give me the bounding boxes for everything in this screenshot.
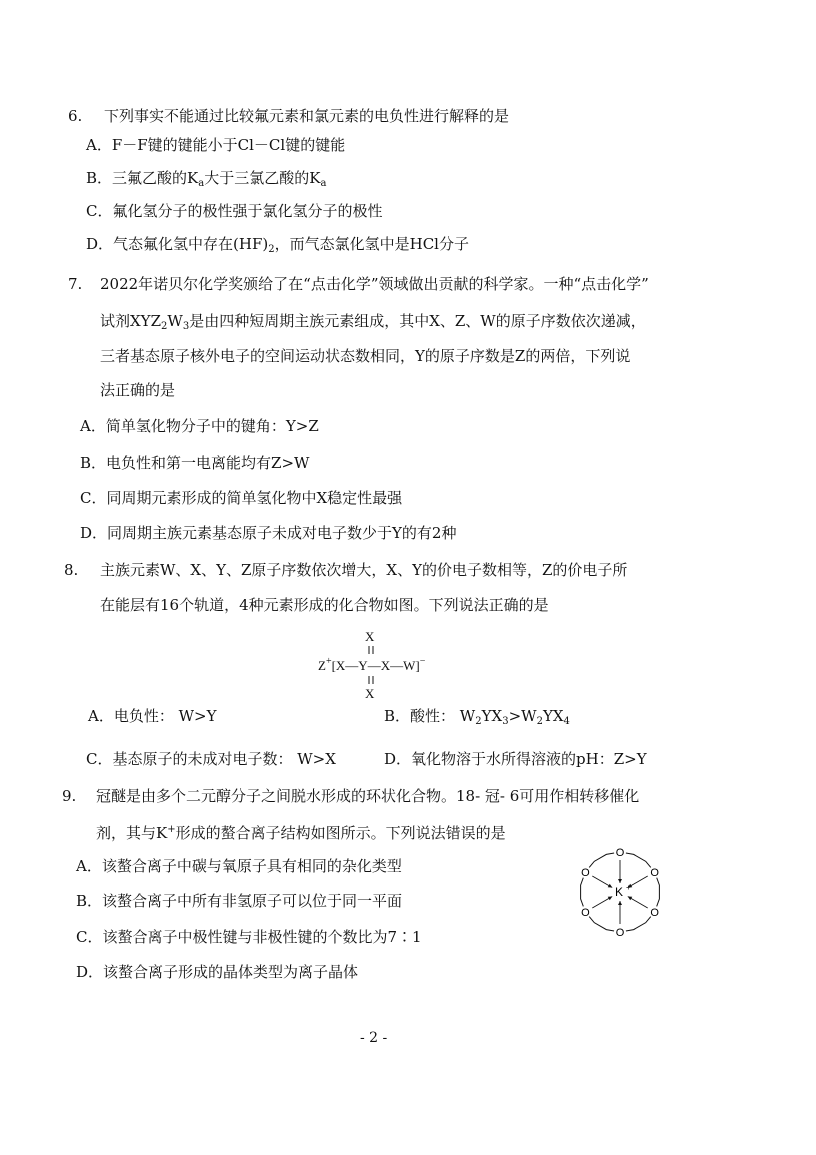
q8-stem-line1: 主族元素W、X、Y、Z原子序数依次增大，X、Y的价电子数相等，Z的价电子所 (100, 561, 628, 579)
q6-option-d: D．气态氟化氢中存在$(HF)_2$，而气态氯化氢中是HCl分子 (86, 235, 469, 255)
q7-option-d: D．同周期主族元素基态原子未成对电子数少于Y的有2种 (80, 524, 457, 542)
q8-option-b: B．酸性： $W_2YX_3>W_2YX_4$ (384, 707, 570, 727)
oxygen-atom-label: O (650, 867, 659, 879)
potassium-ion-label: K (614, 885, 624, 899)
q9-stem-line1: 冠醚是由多个二元醇分子之间脱水形成的环状化合物。18- 冠- 6可用作相转移催化 (96, 787, 640, 805)
oxygen-atom-label: O (615, 847, 625, 859)
crown-ether-diagram (568, 836, 672, 948)
structure-bottom-x: X (365, 686, 375, 701)
q6-option-c: C．氟化氢分子的极性强于氯化氢分子的极性 (86, 202, 383, 220)
structure-top-x: X (365, 629, 375, 644)
q8-option-a: A．电负性： W>Y (88, 707, 217, 725)
q9-option-c: C．该螯合离子中极性键与非极性键的个数比为7∶1 (76, 928, 422, 946)
q6-number: 6. (68, 107, 83, 125)
page-number: - 2 - (360, 1030, 388, 1046)
q6-option-a: A．F－F键的键能小于Cl－Cl键的键能 (86, 136, 346, 154)
q9-option-a: A．该螯合离子中碳与氧原子具有相同的杂化类型 (76, 857, 402, 875)
oxygen-atom-label: O (615, 927, 625, 939)
potassium-ion-charge: + (626, 883, 631, 892)
q7-option-a: A．简单氢化物分子中的键角：Y>Z (80, 417, 319, 435)
q6-stem: 下列事实不能通过比较氟元素和氯元素的电负性进行解释的是 (104, 107, 510, 125)
oxygen-atom-label: O (581, 867, 590, 879)
structure-formula: Z+[X—Y—X—W]− (318, 656, 426, 673)
q7-stem-line4: 法正确的是 (100, 381, 176, 399)
q7-number: 7. (68, 275, 83, 293)
q7-stem-line3: 三者基态原子核外电子的空间运动状态数相同，Y的原子序数是Z的两倍，下列说 (100, 347, 631, 365)
q7-stem-line1: 2022年诺贝尔化学奖颁给了在“点击化学”领域做出贡献的科学家。一种“点击化学” (100, 275, 649, 293)
q9-option-d: D．该螯合离子形成的晶体类型为离子晶体 (76, 963, 359, 981)
q9-number: 9. (62, 787, 77, 805)
q7-stem-line2: 试剂$XYZ_2W_3$是由四种短周期主族元素组成，其中X、Z、W的原子序数依次递减， (100, 312, 646, 332)
coordination-arrowhead (618, 901, 622, 905)
q9-option-b: B．该螯合离子中所有非氢原子可以位于同一平面 (76, 892, 403, 910)
oxygen-atom-label: O (581, 907, 590, 919)
q8-option-c: C．基态原子的未成对电子数： W>X (86, 750, 336, 768)
q9-stem-line2: 剂，其与K+形成的螯合离子结构如图所示。下列说法错误的是 (96, 824, 506, 842)
q8-number: 8. (64, 561, 79, 579)
q8-stem-line2: 在能层有16个轨道，4种元素形成的化合物如图。下列说法正确的是 (100, 596, 549, 614)
oxygen-atom-label: O (650, 907, 659, 919)
q7-option-c: C．同周期元素形成的简单氢化物中X稳定性最强 (80, 489, 403, 507)
q7-option-b: B．电负性和第一电离能均有Z>W (80, 454, 310, 472)
coordination-arrowhead (618, 879, 622, 883)
q8-option-d: D．氧化物溶于水所得溶液的pH：Z>Y (384, 750, 647, 768)
q6-option-b: B．三氟乙酸的$K_a$大于三氯乙酸的$K_a$ (86, 169, 327, 189)
